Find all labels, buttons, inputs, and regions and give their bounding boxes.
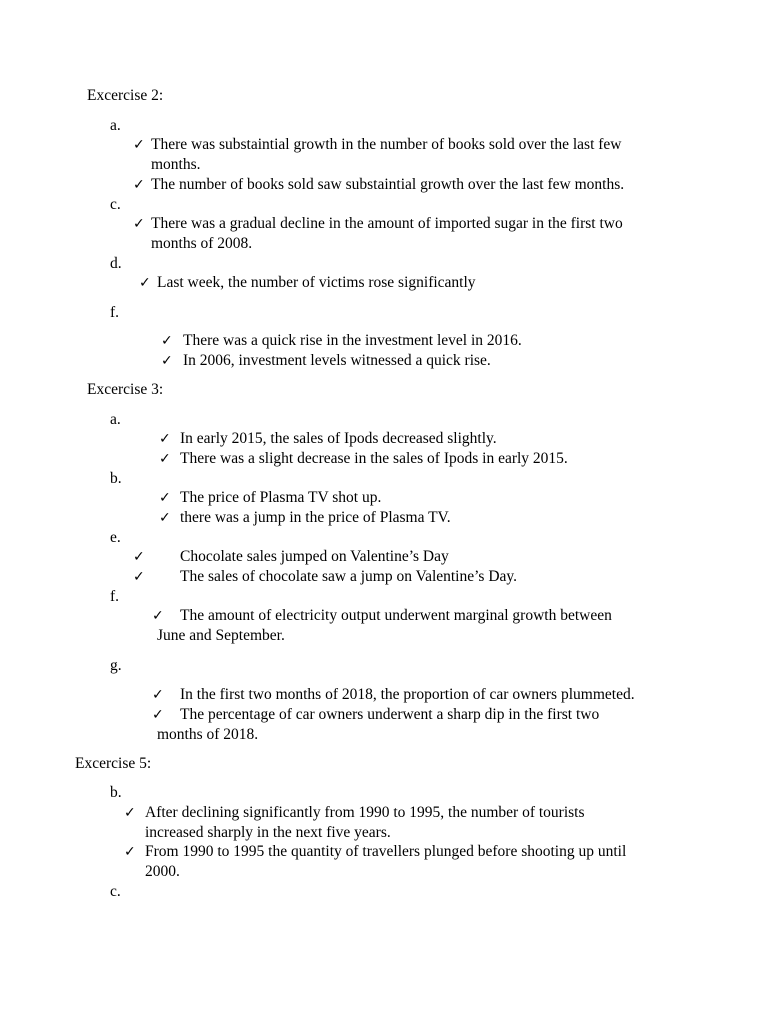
- ex5-b-item1-line2: increased sharply in the next five years.: [145, 824, 391, 841]
- checkmark-icon: ✓: [139, 275, 151, 291]
- ex3-g-label: g.: [110, 657, 122, 674]
- ex3-f-label: f.: [110, 588, 120, 605]
- checkmark-icon: ✓: [133, 137, 145, 153]
- ex5-b-item2-line2: 2000.: [145, 863, 180, 880]
- ex2-f-label: f.: [110, 304, 120, 321]
- ex2-c-label: c.: [110, 196, 121, 213]
- checkmark-icon: ✓: [152, 687, 164, 703]
- ex2-a-item1-line1: There was substaintial growth in the number of books sold over the last few: [151, 136, 622, 153]
- ex3-a-label: a.: [110, 411, 121, 428]
- checkmark-icon: ✓: [161, 353, 173, 369]
- ex2-c-item1-line1: There was a gradual decline in the amount of imported sugar in the first two: [151, 215, 623, 232]
- ex3-f-item1-line1: The amount of electricity output underwent marginal growth between: [180, 607, 612, 624]
- checkmark-icon: ✓: [124, 805, 136, 821]
- ex5-b-item1-line1: After declining significantly from 1990 to 1995, the number of tourists: [145, 804, 585, 821]
- ex5-b-item2-line1: From 1990 to 1995 the quantity of travellers plunged before shooting up until: [145, 843, 627, 860]
- ex2-a-item2: The number of books sold saw substaintial growth over the last few months.: [151, 176, 625, 193]
- ex3-b-item2: there was a jump in the price of Plasma TV.: [180, 509, 451, 526]
- ex2-f-item2: In 2006, investment levels witnessed a quick rise.: [183, 352, 491, 369]
- ex3-e-item1: Chocolate sales jumped on Valentine’s Day: [180, 548, 449, 565]
- checkmark-icon: ✓: [133, 216, 145, 232]
- ex3-g-item1: In the first two months of 2018, the proportion of car owners plummeted.: [180, 686, 635, 703]
- ex2-c-item1-line2: months of 2008.: [151, 235, 253, 252]
- checkmark-icon: ✓: [159, 490, 171, 506]
- checkmark-icon: ✓: [159, 451, 171, 467]
- checkmark-icon: ✓: [124, 844, 136, 860]
- checkmark-icon: ✓: [161, 333, 173, 349]
- exercise-5-heading: Excercise 5:: [75, 755, 152, 772]
- checkmark-icon: ✓: [159, 431, 171, 447]
- ex5-c-label: c.: [110, 883, 121, 900]
- checkmark-icon: ✓: [152, 707, 164, 723]
- checkmark-icon: ✓: [133, 569, 145, 585]
- checkmark-icon: ✓: [152, 608, 164, 624]
- ex3-e-label: e.: [110, 529, 121, 546]
- ex3-a-item1: In early 2015, the sales of Ipods decreased slightly.: [180, 430, 497, 447]
- ex3-g-item2-line2: months of 2018.: [157, 726, 259, 743]
- ex2-a-item1-line2: months.: [151, 156, 201, 173]
- checkmark-icon: ✓: [159, 510, 171, 526]
- ex2-d-label: d.: [110, 255, 122, 272]
- exercise-2-heading: Excercise 2:: [87, 87, 164, 104]
- checkmark-icon: ✓: [133, 549, 145, 565]
- ex2-a-label: a.: [110, 117, 121, 134]
- ex3-g-item2-line1: The percentage of car owners underwent a sharp dip in the first two: [180, 706, 600, 723]
- ex3-a-item2: There was a slight decrease in the sales of Ipods in early 2015.: [180, 450, 568, 467]
- ex3-b-label: b.: [110, 470, 122, 487]
- checkmark-icon: ✓: [133, 177, 145, 193]
- ex3-e-item2: The sales of chocolate saw a jump on Valentine’s Day.: [180, 568, 518, 585]
- ex3-b-item1: The price of Plasma TV shot up.: [180, 489, 382, 506]
- ex3-f-item1-line2: June and September.: [157, 627, 285, 644]
- ex2-f-item1: There was a quick rise in the investment level in 2016.: [183, 332, 522, 349]
- exercise-3-heading: Excercise 3:: [87, 381, 164, 398]
- ex5-b-label: b.: [110, 784, 122, 801]
- ex2-d-item1: Last week, the number of victims rose significantly: [157, 274, 476, 291]
